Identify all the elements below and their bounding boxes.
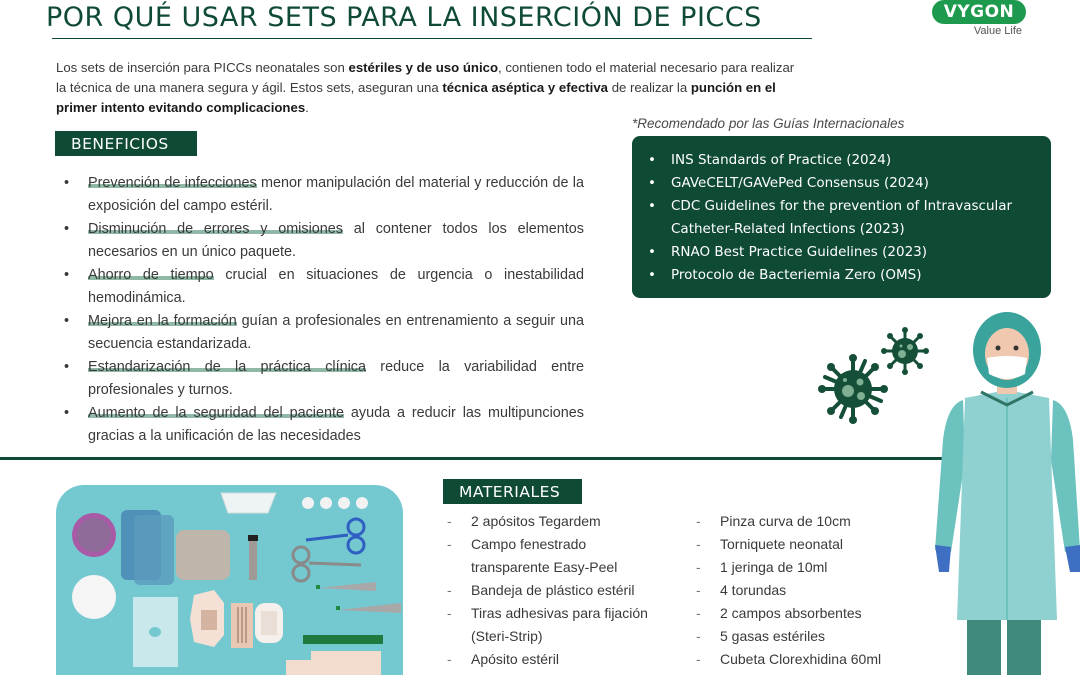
material-text: Cubeta Clorexhidina 60ml: [720, 651, 882, 667]
dash-icon: -: [696, 582, 701, 598]
dash-icon: -: [447, 651, 452, 667]
logo-brand: VYGON: [932, 0, 1026, 24]
material-text: Tiras adhesivas para fijación (Steri-Strip): [471, 605, 648, 644]
dash-icon: -: [696, 628, 701, 644]
material-text: Campo fenestrado transparente Easy-Peel: [471, 536, 618, 575]
dash-icon: -: [447, 536, 452, 552]
benefit-item: [62, 402, 584, 448]
bullet-icon: •: [648, 267, 656, 283]
material-text: 5 gasas estériles: [720, 628, 826, 644]
guideline-item: [646, 172, 1051, 195]
intro-text: .: [305, 100, 309, 115]
recommended-note: *Recomendado por las Guías Internacionales: [632, 116, 905, 131]
material-item: [694, 556, 914, 579]
benefit-item: [62, 172, 584, 218]
bullet-icon: •: [648, 244, 656, 260]
dash-icon: -: [696, 651, 701, 667]
material-item: [445, 602, 670, 648]
benefit-item: [62, 264, 584, 310]
benefit-item: [62, 310, 584, 356]
benefit-highlight: Mejora en la formación: [88, 313, 237, 329]
material-item: [445, 510, 695, 533]
bullet-icon: •: [64, 313, 70, 329]
guideline-text: Protocolo de Bacteriemia Zero (OMS): [671, 267, 922, 283]
benefit-highlight: Disminución de errores y omisiones: [88, 221, 343, 237]
title-underline: [52, 38, 812, 39]
bullet-icon: •: [64, 405, 70, 421]
guideline-text: CDC Guidelines for the prevention of Intravascular Catheter-Related Infections (2023): [671, 198, 1013, 237]
logo-tagline: Value Life: [973, 25, 1022, 37]
material-text: Pinza curva de 10cm: [720, 513, 851, 529]
benefit-text: al contener todos los elementos necesarios en un único paquete.: [88, 221, 584, 260]
bullet-icon: •: [64, 221, 70, 237]
benefit-highlight: Estandarización de la práctica clínica: [88, 359, 366, 375]
virus-icon-small: [880, 326, 930, 376]
material-text: Apósito estéril: [471, 651, 559, 667]
material-item: [694, 579, 914, 602]
intro-bold: técnica aséptica y efectiva: [442, 80, 609, 95]
intro-text: de realizar la: [608, 80, 691, 95]
benefit-text: ayuda a reducir las multipunciones gracias a la unificación de las necesidades: [88, 405, 584, 444]
vygon-logo: [932, 0, 1028, 37]
page-title: POR QUÉ USAR SETS PARA LA INSERCIÓN DE PICCS: [46, 2, 762, 33]
section-divider: [0, 457, 946, 460]
material-item: [694, 510, 914, 533]
kit-items-graphic: [56, 485, 403, 675]
dash-icon: -: [447, 582, 452, 598]
guideline-text: GAVeCELT/GAVePed Consensus (2024): [671, 175, 929, 191]
dash-icon: -: [447, 513, 452, 529]
nurse-illustration: [935, 310, 1080, 675]
dash-icon: -: [696, 605, 701, 621]
dash-icon: -: [696, 559, 701, 575]
intro-text: , contienen todo el material necesario para realizar la técnica de una manera segura y ágil. Estos sets, aseguran una: [56, 60, 795, 95]
material-text: Torniquete neonatal: [720, 536, 843, 552]
material-text: 1 jeringa de 10ml: [720, 559, 828, 575]
dash-icon: -: [447, 605, 452, 621]
benefit-highlight: Aumento de la seguridad del paciente: [88, 405, 345, 421]
dash-icon: -: [696, 536, 701, 552]
bullet-icon: •: [64, 267, 70, 283]
guidelines-list: [646, 149, 1051, 287]
insertion-kit-illustration: [56, 485, 403, 675]
benefit-text: crucial en situaciones de urgencia o inestabilidad hemodinámica.: [88, 267, 584, 306]
benefit-text: menor manipulación del material y reducción de la exposición del campo estéril.: [88, 175, 585, 214]
benefit-highlight: Prevención de infecciones: [88, 175, 257, 191]
material-text: 4 torundas: [720, 582, 787, 598]
benefit-text: reduce la variabilidad entre profesionales y turnos.: [88, 359, 584, 398]
intro-paragraph: [56, 58, 806, 118]
materials-heading: MATERIALES: [443, 479, 582, 504]
benefits-list: [62, 172, 584, 448]
material-text: 2 campos absorbentes: [720, 605, 862, 621]
bullet-icon: •: [648, 175, 656, 191]
dash-icon: -: [696, 513, 701, 529]
virus-icon-large: [816, 352, 890, 426]
material-item: [445, 579, 695, 602]
material-item: [694, 602, 914, 625]
material-text: 2 apósitos Tegardem: [471, 513, 601, 529]
guideline-item: [646, 149, 1051, 172]
guidelines-box: [632, 136, 1051, 298]
benefits-heading: BENEFICIOS: [55, 131, 197, 156]
benefit-item: [62, 218, 584, 264]
guideline-item: [646, 195, 1051, 241]
materials-list-left: [445, 510, 695, 671]
guideline-item: [646, 241, 1051, 264]
material-item: [445, 648, 695, 671]
guideline-text: INS Standards of Practice (2024): [671, 152, 892, 168]
bullet-icon: •: [64, 175, 70, 191]
materials-list-right: [694, 510, 914, 671]
material-item: [694, 625, 914, 648]
material-item: [445, 533, 650, 579]
benefit-item: [62, 356, 584, 402]
benefit-text: guían a profesionales en entrenamiento a seguir una secuencia estandarizada.: [88, 313, 584, 352]
guideline-item: [646, 264, 1051, 287]
material-item: [694, 533, 914, 556]
bullet-icon: •: [648, 152, 656, 168]
guideline-text: RNAO Best Practice Guidelines (2023): [671, 244, 928, 260]
bullet-icon: •: [64, 359, 70, 375]
intro-bold: punción en el primer intento evitando complicaciones: [56, 80, 776, 115]
intro-text: Los sets de inserción para PICCs neonatales son: [56, 60, 349, 75]
material-text: Bandeja de plástico estéril: [471, 582, 635, 598]
intro-bold: estériles y de uso único: [348, 60, 499, 75]
material-item: [694, 648, 914, 671]
bullet-icon: •: [648, 198, 656, 214]
benefit-highlight: Ahorro de tiempo: [88, 267, 214, 283]
